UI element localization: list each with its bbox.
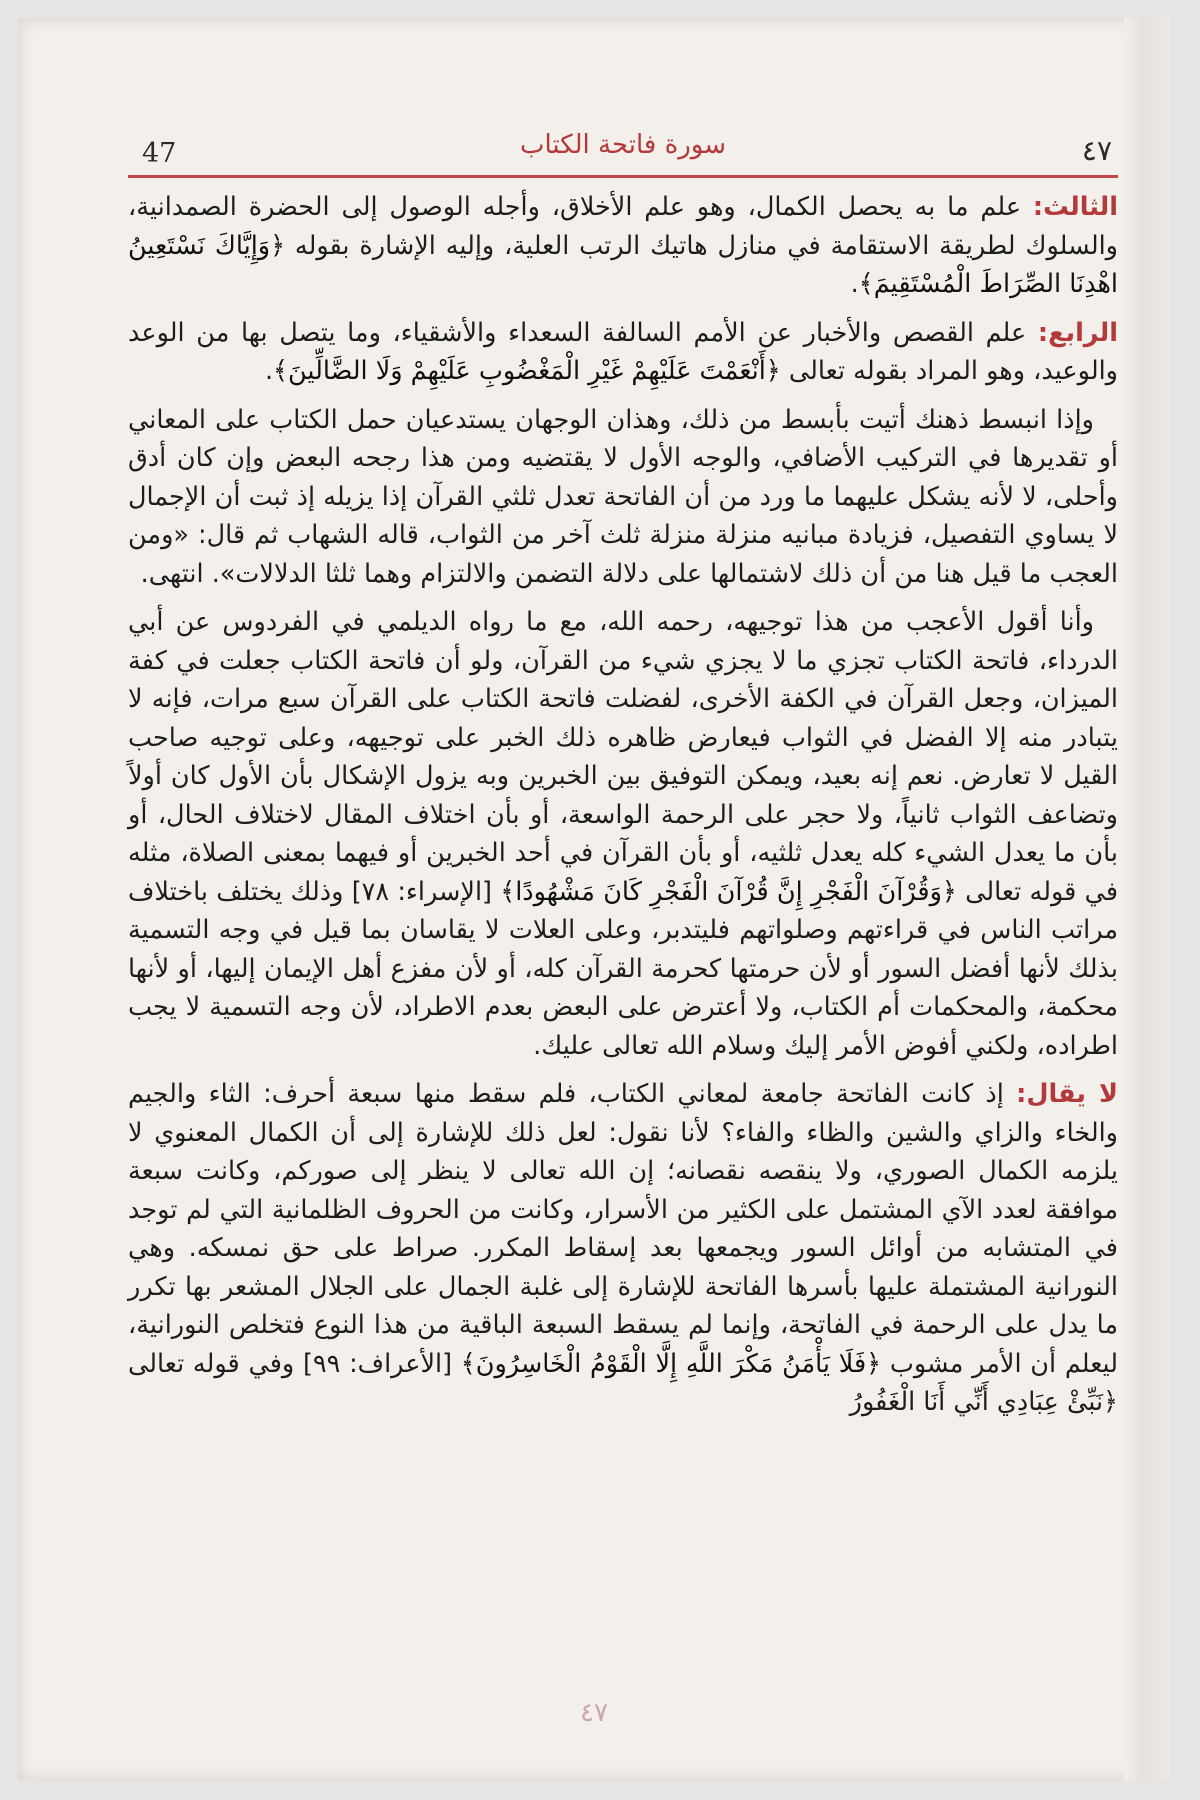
paragraph-objection xyxy=(128,1075,1118,1422)
paragraph-tail: . xyxy=(850,269,859,299)
paragraph-text: علم ما به يحصل الكمال، وهو علم الأخلاق، وأجله الوصول إلى الحضرة الصمدانية، والسلوك لطريقة الاستقامة في منازل هاتيك الرتب العلية، وإليه الإشارة بقوله xyxy=(128,192,1118,261)
book-page xyxy=(18,18,1170,1780)
paragraph-third xyxy=(128,188,1118,304)
page-header xyxy=(128,126,1118,178)
paragraph-lead: لا يقال: xyxy=(1016,1079,1118,1109)
paragraph-text: إذ كانت الفاتحة جامعة لمعاني الكتاب، فلم سقط منها سبعة أحرف: الثاء والجيم والخاء والزاي والشين والظاء والفاء؟ لأنا نقول: لعل ذلك للإشارة إلى أن الكمال المعنوي لا يلزمه الكمال الصوري، ولا ينقصه نقصانه؛ إن الله تعالى لا ينظر إلى صوركم، وكانت سبعة موافقة لعدد الآي المشتمل على الكثير من الأسرار، وكانت من الحروف الظلمانية التي لم توجد في المتشابه من أوائل السور ويجمعها بعد إسقاط المكرر. صراط على حق نمسكه. وهي النورانية المشتملة عليها بأسرها الفاتحة للإشارة إلى غلبة الجمال على الجلال المشعر بها تكرر ما يدل على الرحمة في الفاتحة، وإنما لم يسقط السبعة الباقية من هذا النوع فتخلص النورانية، ليعلم أن الأمر مشوب xyxy=(128,1079,1119,1379)
quran-verse: ﴿أَنْعَمْتَ عَلَيْهِمْ غَيْرِ الْمَغْضُوبِ عَلَيْهِمْ وَلَا الضَّالِّينَ﴾ xyxy=(273,356,781,386)
paragraph-author-opinion xyxy=(128,603,1118,1065)
paragraph-commentary xyxy=(128,401,1118,594)
page-number-latin: 47 xyxy=(142,138,177,169)
paragraph-tail: [الأعراف: ٩٩] وفي قوله تعالى ﴿نَبِّئْ عِبَادِي أَنِّي أَنَا الْغَفُورُ xyxy=(128,1348,1118,1417)
header-rule xyxy=(128,175,1118,178)
paragraph-text: وأنا أقول الأعجب من هذا توجيهه، رحمه الله، مع ما رواه الديلمي في الفردوس عن أبي الدرداء، فاتحة الكتاب تجزي ما لا يجزي شيء من القرآن، ولو أن فاتحة الكتاب جعلت في كفة الميزان، وجعل القرآن في الكفة الأخرى، لفضلت فاتحة الكتاب على القرآن سبع مرات، فإنه لا يتبادر منه إلا الفضل في الثواب فيعارض ظاهره ذلك الخبر على توجيهه، وعلى توجيه صاحب القيل لا تعارض. نعم إنه بعيد، ويمكن التوفيق بين الخبرين وبه يزول الإشكال بأن الأول كان أولاً وتضاعف الثواب ثانياً، ولا حجر على الرحمة الواسعة، أو بأن اختلاف المقال لاختلاف الحال، أو بأن ما يعدل الشيء كله يعدل ثلثيه، أو بأن القرآن في أحد الخبرين أو فيهما بمعنى الصلاة، مثله في قوله تعالى xyxy=(128,607,1119,907)
paragraph-fourth xyxy=(128,314,1118,391)
running-title: سورة فاتحة الكتاب xyxy=(520,130,726,160)
quran-verse: ﴿وَقُرْآنَ الْفَجْرِ إِنَّ قُرْآنَ الْفَجْرِ كَانَ مَشْهُودًا﴾ xyxy=(500,876,957,907)
main-text xyxy=(128,188,1118,1432)
quran-verse: ﴿فَلَا يَأْمَنُ مَكْرَ اللَّهِ إِلَّا الْقَوْمُ الْخَاسِرُونَ﴾ xyxy=(460,1348,882,1379)
quran-verse: ﴿وَإِيَّاكَ نَسْتَعِينُ اهْدِنَا الصِّرَاطَ الْمُسْتَقِيمَ﴾ xyxy=(128,230,1118,299)
paragraph-lead: الرابع: xyxy=(1037,317,1118,348)
paragraph-tail: . xyxy=(264,356,274,386)
page-number-arabic: ٤٧ xyxy=(1081,134,1112,167)
paragraph-text: وإذا انبسط ذهنك أتيت بأبسط من ذلك، وهذان الوجهان يستدعيان حمل الكتاب على المعاني أو تقديرها في التركيب الأضافي، والوجه الأول لا يقتضيه ومن هذا رجحه البعض وإن كان أدق وأحلى، لا لأنه يشكل عليهما ما ورد من أن الفاتحة تعدل ثلثي القرآن إذا يزيله إذ ثبت أن الإجمال لا يساوي التفصيل، فزيادة مبانيه منزلة منزلة ثلث آخر من الثواب، قاله الشهاب ثم قال: «ومن العجب ما قيل هنا من أن ذلك لاشتمالها على دلالة التضمن والالتزام وهما ثلثا الدلالات». انتهى. xyxy=(128,404,1118,589)
paragraph-tail: [الإسراء: ٧٨] وذلك يختلف باختلاف مراتب الناس في قراءتهم وصلواتهم فليتدبر، وعلى العلات لا يقاسان بما قيل في وجه التسمية بذلك لأنها أفضل السور أو لأن حرمتها كحرمة القرآن كله، أو لأن مفزع أهل الإيمان إليها، أو لأنها محكمة، والمحكمات أم الكتاب، ولا أعترض على البعض بعدم الاطراد، لأن وجه التسمية لا يجب اطراده، ولكني أفوض الأمر إليك وسلام الله تعالى عليك. xyxy=(128,876,1118,1061)
page-edge-shadow xyxy=(1124,18,1170,1780)
paragraph-lead: الثالث: xyxy=(1032,192,1118,222)
paragraph-text: علم القصص والأخبار عن الأمم السالفة السعداء والأشقياء، وما يتصل بها من الوعد والوعيد، وهو المراد بقوله تعالى xyxy=(128,317,1118,386)
footer-page-number: ٤٧ xyxy=(580,1698,608,1728)
